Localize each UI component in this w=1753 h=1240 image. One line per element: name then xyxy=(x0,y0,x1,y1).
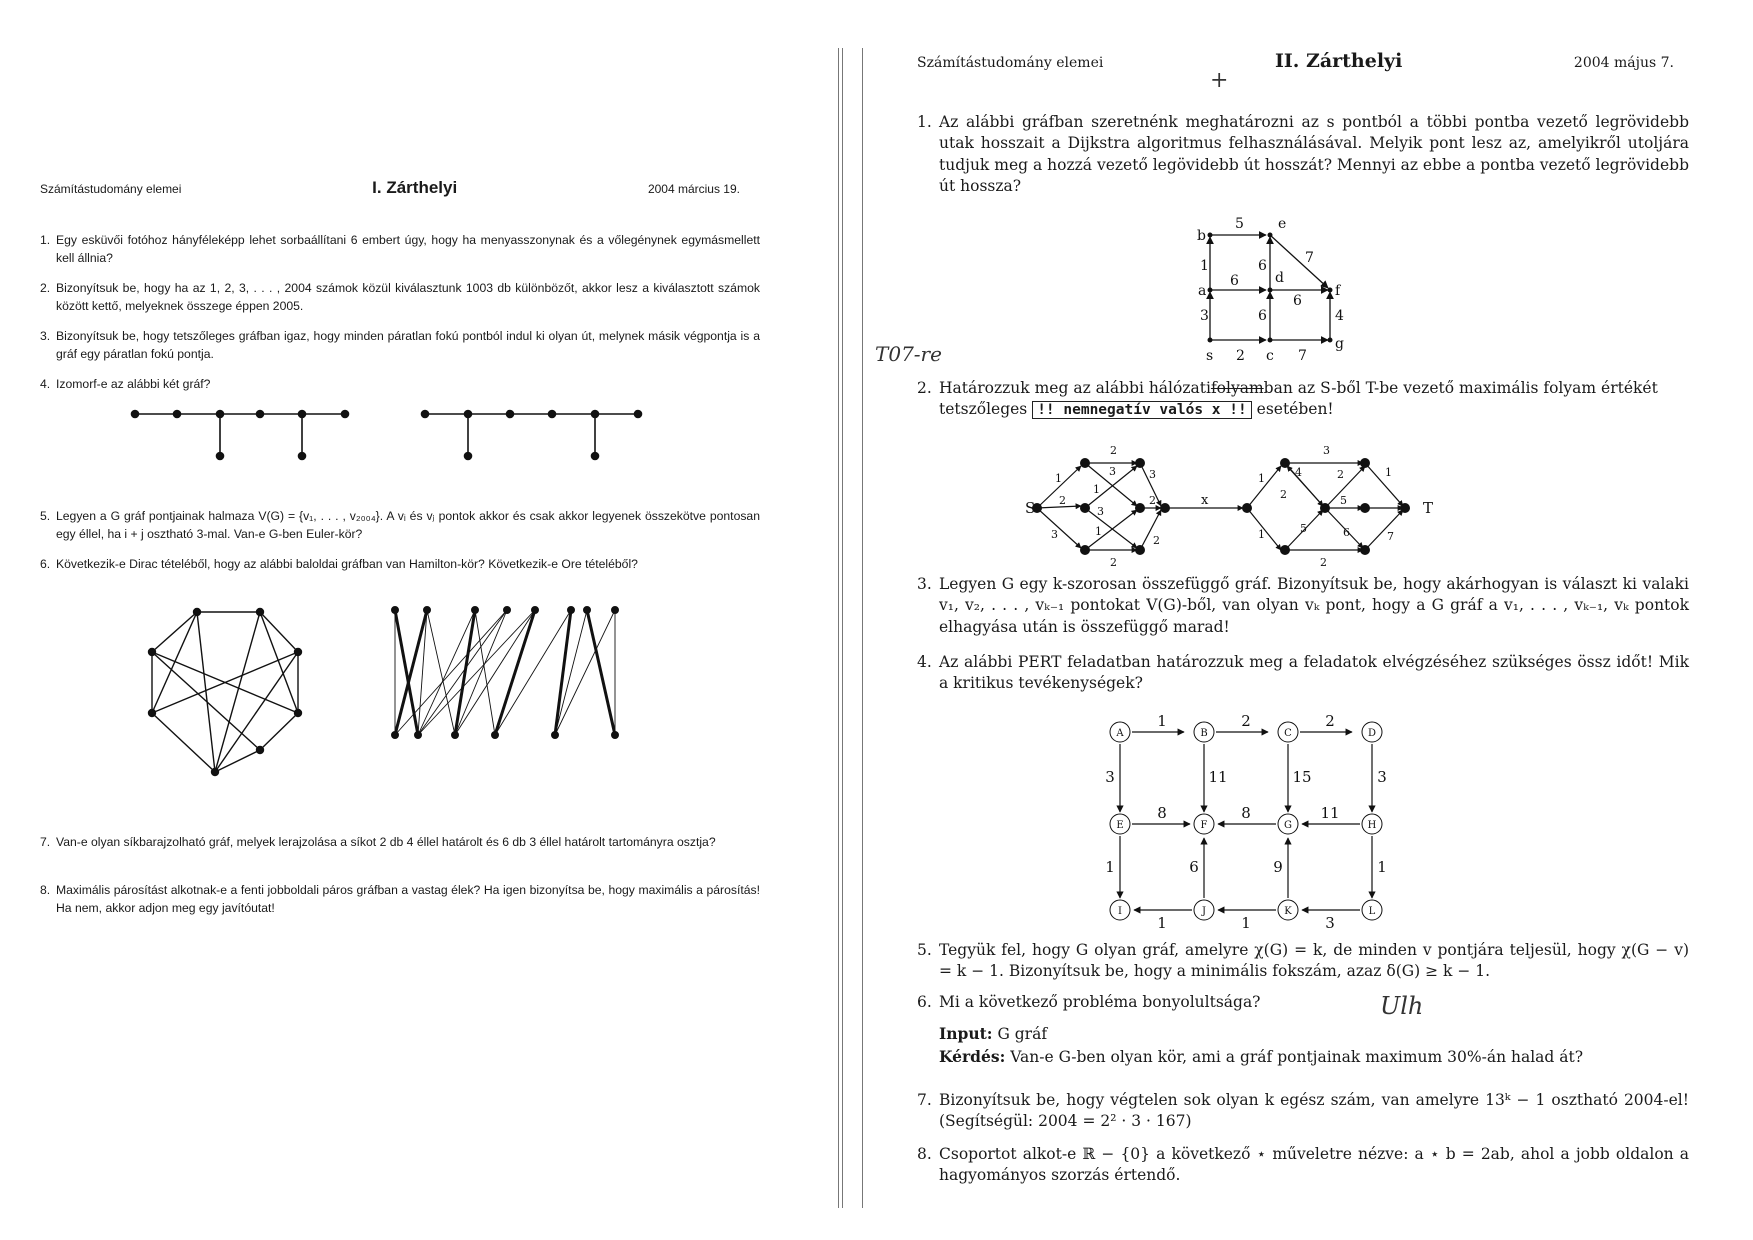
problem-text: Van-e olyan síkbarajzolható gráf, melyek lerajzolása a síkot 2 db 4 éllel határolt és 6 db 3 éllel határolt tartományra osztja? xyxy=(56,835,716,849)
edge-capacity: 3 xyxy=(1097,505,1104,518)
node-label-c: c xyxy=(1266,348,1274,364)
edge-capacity: 3 xyxy=(1109,465,1116,478)
right-problem-6 xyxy=(917,992,1689,1068)
flow-x-label: x xyxy=(1201,493,1209,508)
right-problem-5 xyxy=(917,940,1689,983)
problem-text: Legyen a G gráf pontjainak halmaza V(G) = {v₁, . . . , v₂₀₀₄}. A vᵢ és vⱼ pontok akkor és csak akkor legyenek összekötve pontosan egy éllel, ha i + j osztható 3-mal. Van-e G-ben Euler-kör? xyxy=(56,509,760,541)
pert-duration: 6 xyxy=(1189,858,1199,876)
handwritten-note: T07-re xyxy=(875,342,942,366)
p6-question-label: Kérdés: xyxy=(939,1046,1006,1066)
problem-text: Csoportot alkot-e ℝ − {0} a következő ⋆ műveletre nézve: a ⋆ b = 2ab, ahol a jobb oldalon a hagyományos szorzás értendő. xyxy=(939,1145,1689,1185)
pert-node: C xyxy=(1284,728,1292,739)
edge-weight: 7 xyxy=(1305,250,1314,266)
handwritten-note: Ulh xyxy=(1380,992,1424,1020)
edge-capacity: 2 xyxy=(1059,494,1066,507)
right-problem-8 xyxy=(917,1144,1689,1187)
flow-sink-label: T xyxy=(1423,499,1434,517)
edge-weight: 6 xyxy=(1258,258,1267,274)
problem-number: 8. xyxy=(40,883,51,897)
edge-capacity: 1 xyxy=(1093,483,1100,496)
problem-text: Bizonyítsuk be, hogy végtelen sok olyan k egész szám, van amelyre 13ᵏ − 1 osztható 2004-el! (Segítségül: 2004 = 2² · 3 · 167) xyxy=(939,1091,1689,1131)
hamilton-graph-figure xyxy=(140,600,310,780)
edge-weight: 2 xyxy=(1236,348,1245,364)
problem-text: Maximális párosítást alkotnak-e a fenti jobboldali páros gráfban a vastag élek? Ha igen bizonyítsa be, hogy maximális a párosítás! Ha nem, akkor adjon meg egy javítóutat! xyxy=(56,883,760,915)
pert-node: I xyxy=(1118,906,1122,917)
p6-input-label: Input: xyxy=(939,1024,993,1044)
problem-number: 2. xyxy=(917,379,932,397)
pert-duration: 11 xyxy=(1320,804,1340,822)
problem-number: 1. xyxy=(917,113,932,131)
problem-number: 6. xyxy=(40,557,51,571)
right-header xyxy=(917,50,1674,72)
problem-number: 7. xyxy=(40,835,51,849)
edge-capacity: 2 xyxy=(1153,534,1160,547)
left-problem-1 xyxy=(40,232,760,267)
problem-number: 6. xyxy=(917,993,932,1011)
left-problem-4 xyxy=(40,376,760,394)
p2-text-before: Határozzuk meg az alábbi hálózati xyxy=(939,379,1211,397)
pert-node: B xyxy=(1200,728,1208,739)
p2-text-after: ban az S-ből T-be vezető maximális folyam értékét xyxy=(1263,379,1658,397)
left-header xyxy=(40,178,740,198)
right-problem-1 xyxy=(917,112,1689,198)
edge-capacity: 5 xyxy=(1300,522,1307,535)
pert-duration: 1 xyxy=(1377,858,1387,876)
pert-duration: 1 xyxy=(1157,712,1167,730)
left-problem-7 xyxy=(40,834,760,852)
bipartite-graph-figure xyxy=(385,600,625,750)
pert-node: F xyxy=(1200,820,1208,831)
pert-duration: 3 xyxy=(1325,914,1335,932)
problem-number: 5. xyxy=(917,941,932,959)
problem-text: Legyen G egy k-szorosan összefüggő gráf. Bizonyítsuk be, hogy akárhogyan is választ ki valaki v₁, v₂, . . . , vₖ₋₁ pontokat V(G)-ből, van olyan vₖ pont, hogy a G gráf a v₁, . . . , vₖ₋₁, vₖ pontok elhagyása után is összefüggő marad! xyxy=(939,575,1689,636)
left-problem-8 xyxy=(40,882,760,917)
flow-source-label: S xyxy=(1025,499,1036,517)
node-label-a: a xyxy=(1198,283,1207,299)
edge-capacity: 1 xyxy=(1095,525,1102,538)
edge-capacity: 1 xyxy=(1258,472,1265,485)
p6-input-text: G gráf xyxy=(997,1025,1048,1044)
right-course-name: Számítástudomány elemei xyxy=(917,55,1104,71)
right-exam-title: II. Zárthelyi xyxy=(1274,50,1403,72)
pert-node: H xyxy=(1367,820,1377,831)
edge-capacity: 5 xyxy=(1340,494,1347,507)
edge-capacity: 1 xyxy=(1055,472,1062,485)
edge-weight: 6 xyxy=(1230,273,1239,289)
edge-capacity: 6 xyxy=(1343,526,1350,539)
dijkstra-graph-figure xyxy=(1180,210,1360,370)
p6-question-text: Van-e G-ben olyan kör, ami a gráf pontjainak maximum 30%-án halad át? xyxy=(1010,1047,1584,1066)
edge-weight: 7 xyxy=(1298,348,1307,364)
problem-text: Az alábbi PERT feladatban határozzuk meg a feladatok elvégzéséhez szükséges össz időt! Mik a kritikus tevékenységek? xyxy=(939,653,1689,693)
problem-number: 7. xyxy=(917,1091,932,1109)
pert-network-figure xyxy=(1105,712,1390,932)
edge-weight: 6 xyxy=(1293,293,1302,309)
pert-node: E xyxy=(1116,820,1124,831)
edge-weight: 4 xyxy=(1335,308,1344,324)
p2-struck-word: folyam xyxy=(1210,379,1264,397)
left-problem-6 xyxy=(40,556,760,574)
page-divider xyxy=(842,48,843,1208)
pert-node: G xyxy=(1284,820,1292,831)
pert-duration: 3 xyxy=(1377,768,1387,786)
pert-duration: 1 xyxy=(1241,914,1251,932)
left-exam-title: I. Zárthelyi xyxy=(372,178,458,197)
problem-text xyxy=(939,378,1689,421)
node-label-e: e xyxy=(1278,216,1287,232)
node-label-g: g xyxy=(1335,336,1344,352)
edge-capacity: 3 xyxy=(1051,528,1058,541)
edge-capacity: 1 xyxy=(1385,466,1392,479)
problem-text: Bizonyítsuk be, hogy ha az 1, 2, 3, . . . , 2004 számok közül kiválasztunk 1003 db különbözőt, akkor lesz a kiválasztott számok között kettő, melyeknek összege éppen 2005. xyxy=(56,281,760,313)
left-course-name: Számítástudomány elemei xyxy=(40,182,182,196)
pert-duration: 1 xyxy=(1157,914,1167,932)
left-problem-2 xyxy=(40,280,760,315)
edge-capacity: 2 xyxy=(1149,494,1156,507)
edge-capacity: 2 xyxy=(1110,556,1117,569)
edge-weight: 1 xyxy=(1200,258,1209,274)
edge-capacity: 2 xyxy=(1110,444,1117,457)
pert-duration: 2 xyxy=(1325,712,1335,730)
problem-number: 4. xyxy=(40,377,51,391)
isomorphism-trees-figure xyxy=(120,404,650,464)
problem-number: 3. xyxy=(917,575,932,593)
pert-node: J xyxy=(1201,906,1207,917)
pert-node: A xyxy=(1116,728,1124,739)
right-problem-3 xyxy=(917,574,1689,638)
node-label-b: b xyxy=(1197,228,1206,244)
right-exam-date: 2004 május 7. xyxy=(1573,55,1674,71)
pert-duration: 9 xyxy=(1273,858,1283,876)
pert-duration: 15 xyxy=(1292,768,1312,786)
edge-capacity: 4 xyxy=(1295,466,1302,479)
problem-number: 3. xyxy=(40,329,51,343)
problem-number: 8. xyxy=(917,1145,932,1163)
p2-line2: tetszőleges xyxy=(939,400,1028,419)
handwritten-plus: + xyxy=(1210,68,1229,93)
problem-text: Következik-e Dirac tételéből, hogy az alábbi baloldai gráfban van Hamilton-kör? Következik-e Ore tételéből? xyxy=(56,557,638,571)
p6-question: Mi a következő probléma bonyolultsága? xyxy=(939,993,1261,1011)
pert-node: D xyxy=(1367,728,1377,739)
page-divider xyxy=(838,48,839,1208)
edge-capacity: 3 xyxy=(1323,444,1330,457)
edge-capacity: 7 xyxy=(1387,530,1394,543)
pert-node: L xyxy=(1368,906,1376,917)
pert-duration: 2 xyxy=(1241,712,1251,730)
edge-capacity: 3 xyxy=(1149,468,1156,481)
right-problem-4 xyxy=(917,652,1689,695)
p2-line2-end: esetében! xyxy=(1256,400,1334,419)
pert-duration: 1 xyxy=(1105,858,1115,876)
node-label-s: s xyxy=(1206,348,1214,364)
problem-text: Bizonyítsuk be, hogy tetszőleges gráfban igaz, hogy minden páratlan fokú pontból indul ki olyan út, melynek másik végpontja is a gráf egy páratlan fokú pontja. xyxy=(56,329,760,361)
problem-text: Tegyük fel, hogy G olyan gráf, amelyre χ(G) = k, de minden v pontjára teljesül, hogy χ(G − v) = k − 1. Bizonyítsuk be, hogy a minimális fokszám, azaz δ(G) ≥ k − 1. xyxy=(939,941,1689,981)
p2-boxed-note: !! nemnegatív valós x !! xyxy=(1032,401,1252,419)
problem-number: 4. xyxy=(917,653,932,671)
problem-number: 5. xyxy=(40,509,51,523)
problem-text: Egy esküvői fotóhoz hányféleképp lehet sorbaállítani 6 embert úgy, hogy ha menyasszonynak és a vőlegénynek egymásmellett kell állnia? xyxy=(56,233,760,265)
edge-capacity: 1 xyxy=(1258,528,1265,541)
pert-duration: 11 xyxy=(1208,768,1228,786)
problem-text: Izomorf-e az alábbi két gráf? xyxy=(56,377,211,391)
edge-capacity: 2 xyxy=(1280,488,1287,501)
pert-duration: 8 xyxy=(1241,804,1251,822)
edge-weight: 5 xyxy=(1235,216,1244,232)
edge-capacity: 2 xyxy=(1320,556,1327,569)
problem-number: 1. xyxy=(40,233,51,247)
left-exam-date: 2004 március 19. xyxy=(647,182,740,196)
problem-text: Az alábbi gráfban szeretnénk meghatározni az s pontból a többi pontba vezető legrövidebb utak hosszait a Dijkstra algoritmus felhasználásával. Melyik pont lesz az, amelyikről utoljára tudjuk meg a hozzá vezető legövidebb út hosszát? Mennyi az ebbe a pontba vezető legrövidebb út hossza? xyxy=(939,113,1689,196)
node-label-d: d xyxy=(1275,270,1284,286)
problem-number: 2. xyxy=(40,281,51,295)
right-problem-2 xyxy=(917,378,1689,421)
left-problem-5 xyxy=(40,508,760,543)
pert-duration: 8 xyxy=(1157,804,1167,822)
right-exam-page xyxy=(860,0,1753,1240)
node-label-f: f xyxy=(1335,283,1341,299)
edge-weight: 3 xyxy=(1200,308,1209,324)
flow-network-figure xyxy=(1025,438,1445,578)
left-problem-3 xyxy=(40,328,760,363)
problem-text xyxy=(939,992,1689,1068)
edge-weight: 6 xyxy=(1258,308,1267,324)
left-exam-page xyxy=(0,0,838,1240)
edge-capacity: 2 xyxy=(1337,468,1344,481)
pert-duration: 3 xyxy=(1105,768,1115,786)
pert-node: K xyxy=(1284,906,1292,917)
right-problem-7 xyxy=(917,1090,1689,1133)
